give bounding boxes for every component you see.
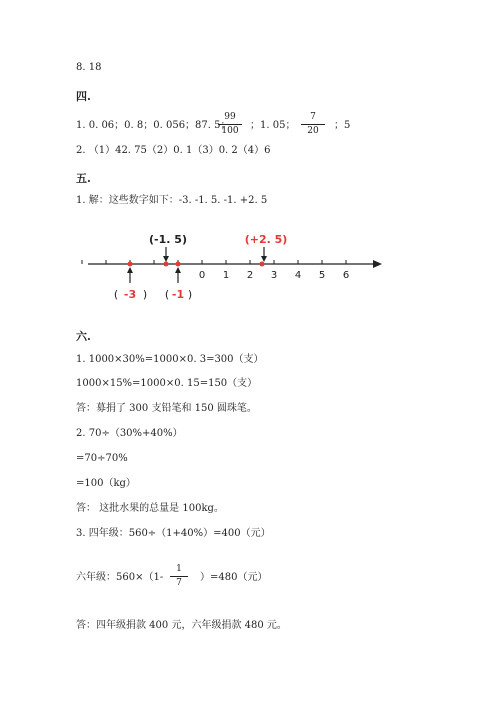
sec4-line1-part-c: ；5 bbox=[334, 120, 351, 131]
sec6-line7: 答： 这批水果的总量是 100kg。 bbox=[76, 503, 224, 514]
axis-arrowhead bbox=[373, 260, 382, 268]
tick-label: 1 bbox=[222, 270, 230, 281]
sec6-line4: 2. 70÷（30%+40%） bbox=[76, 428, 183, 439]
point-neg1 bbox=[176, 262, 181, 267]
tick-label: 4 bbox=[294, 270, 302, 281]
arrowhead-neg1-5 bbox=[163, 256, 169, 262]
arrowhead-neg3 bbox=[127, 267, 133, 273]
label-neg3-open: ( bbox=[113, 288, 119, 301]
point-neg3 bbox=[128, 262, 133, 267]
sec6-line6: =100（kg） bbox=[76, 478, 136, 489]
label-neg1-close: ) bbox=[187, 288, 193, 301]
label-neg3-close: ) bbox=[142, 288, 148, 301]
fraction-numerator: 1 bbox=[176, 564, 182, 574]
label-pos2-5: (+2. 5) bbox=[244, 233, 288, 246]
label-neg1-open: ( bbox=[164, 288, 170, 301]
sec6-line8: 3. 四年级：560÷（1+40%）=400（元） bbox=[76, 528, 271, 539]
heading-section-6: 六. bbox=[76, 330, 91, 343]
sec5-line1: 1. 解：这些数字如下：-3. -1. 5. -1. +2. 5 bbox=[76, 195, 268, 206]
point-neg1-5 bbox=[164, 262, 169, 267]
label-neg1-5: (-1. 5) bbox=[149, 233, 187, 246]
answer-8-18: 8. 18 bbox=[76, 62, 102, 73]
sec6-line5: =70÷70% bbox=[76, 453, 128, 464]
fraction-denominator: 7 bbox=[176, 578, 182, 588]
tick-label: 2 bbox=[246, 270, 254, 281]
arrowhead-pos2-5 bbox=[261, 256, 267, 262]
fraction-denominator: 100 bbox=[221, 126, 239, 136]
sec6-line2: 1000×15%=1000×0. 15=150（支） bbox=[76, 378, 258, 389]
number-line-figure bbox=[0, 0, 500, 320]
fraction-denominator: 20 bbox=[307, 126, 319, 136]
heading-section-5: 五. bbox=[76, 172, 91, 185]
sec6-line3: 答：募捐了 300 支铅笔和 150 圆珠笔。 bbox=[76, 403, 257, 414]
arrowhead-neg1 bbox=[175, 267, 181, 273]
sec6-line9-part-a: 六年级：560×（1- bbox=[76, 572, 164, 583]
sec6-line10: 答：四年级捐款 400 元，六年级捐款 480 元。 bbox=[76, 620, 287, 631]
tick-label: 5 bbox=[318, 270, 326, 281]
fraction-numerator: 7 bbox=[310, 112, 316, 122]
sec6-line1: 1. 1000×30%=1000×0. 3=300（支） bbox=[76, 354, 264, 365]
sec4-line2: 2. （1）42. 75（2）0. 1（3）0. 2（4）6 bbox=[76, 145, 271, 156]
tick-label: 6 bbox=[342, 270, 350, 281]
point-pos2-5 bbox=[260, 262, 265, 267]
heading-section-4: 四. bbox=[76, 90, 91, 103]
sec6-line9-part-b: ）=480（元） bbox=[200, 572, 268, 583]
fraction-1-7 bbox=[170, 564, 188, 589]
tick-label: 3 bbox=[270, 270, 278, 281]
sec4-line1-part-b: ；1. 05； bbox=[250, 120, 296, 131]
label-neg1: -1 bbox=[171, 288, 185, 301]
fraction-bar bbox=[170, 576, 188, 577]
sec4-line1-part-a: 1. 0. 06；0. 8；0. 056；87. 5； bbox=[76, 120, 231, 131]
fraction-numerator: 99 bbox=[224, 112, 236, 122]
label-neg3: -3 bbox=[123, 288, 137, 301]
tick-labels bbox=[199, 270, 349, 281]
tick-label: 0 bbox=[198, 270, 206, 281]
